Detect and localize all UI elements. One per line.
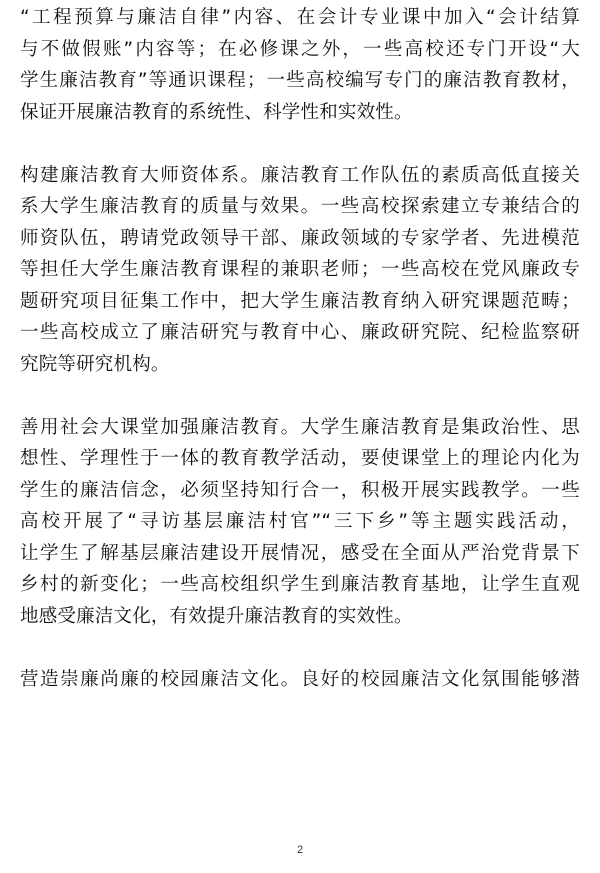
text-line: 构建廉洁教育大师资体系。廉洁教育工作队伍的素质高低直接关 [20, 164, 580, 186]
text-line: 系大学生廉洁教育的质量与效果。一些高校探索建立专兼结合的 [20, 196, 580, 217]
text-line: 想性、学理性于一体的教育教学活动，要使课堂上的理论内化为 [20, 448, 580, 469]
text-line: 地感受廉洁文化，有效提升廉洁教育的实效性。 [20, 605, 413, 627]
text-line: 一些高校成立了廉洁研究与教育中心、廉政研究院、纪检监察研 [20, 322, 580, 343]
text-line: 学生廉洁教育”等通识课程；一些高校编写专门的廉洁教育教材， [20, 70, 580, 91]
text-line: 与不做假账”内容等；在必修课之外，一些高校还专门开设“大 [20, 38, 580, 60]
paragraph-2 [20, 160, 580, 381]
text-line: 师资队伍，聘请党政领导干部、廉政领域的专家学者、先进模范 [20, 227, 580, 249]
text-line: 高校开展了“寻访基层廉洁村官”“三下乡”等主题实践活动， [20, 511, 580, 532]
text-line: “工程预算与廉洁自律”内容、在会计专业课中加入“会计结算 [20, 7, 580, 28]
text-line: 乡村的新变化；一些高校组织学生到廉洁教育基地，让学生直观 [20, 574, 580, 595]
text-line: 让学生了解基层廉洁建设开展情况，感受在全面从严治党背景下 [20, 542, 580, 564]
paragraph-4 [20, 664, 580, 696]
text-line: 学生的廉洁信念，必须坚持知行合一，积极开展实践教学。一些 [20, 479, 580, 501]
text-line: 题研究项目征集工作中，把大学生廉洁教育纳入研究课题范畴； [20, 290, 580, 312]
text-line: 等担任大学生廉洁教育课程的兼职老师；一些高校在党风廉政专 [20, 259, 580, 280]
text-line: 营造崇廉尚廉的校园廉洁文化。良好的校园廉洁文化氛围能够潜 [20, 668, 580, 690]
page-number: 2 [296, 844, 304, 856]
paragraph-1 [20, 2, 580, 128]
text-line: 善用社会大课堂加强廉洁教育。大学生廉洁教育是集政治性、思 [20, 416, 580, 438]
paragraph-3 [20, 412, 580, 633]
text-line: 究院等研究机构。 [20, 353, 170, 375]
text-line: 保证开展廉洁教育的系统性、科学性和实效性。 [20, 101, 413, 123]
document-body [20, 2, 580, 727]
